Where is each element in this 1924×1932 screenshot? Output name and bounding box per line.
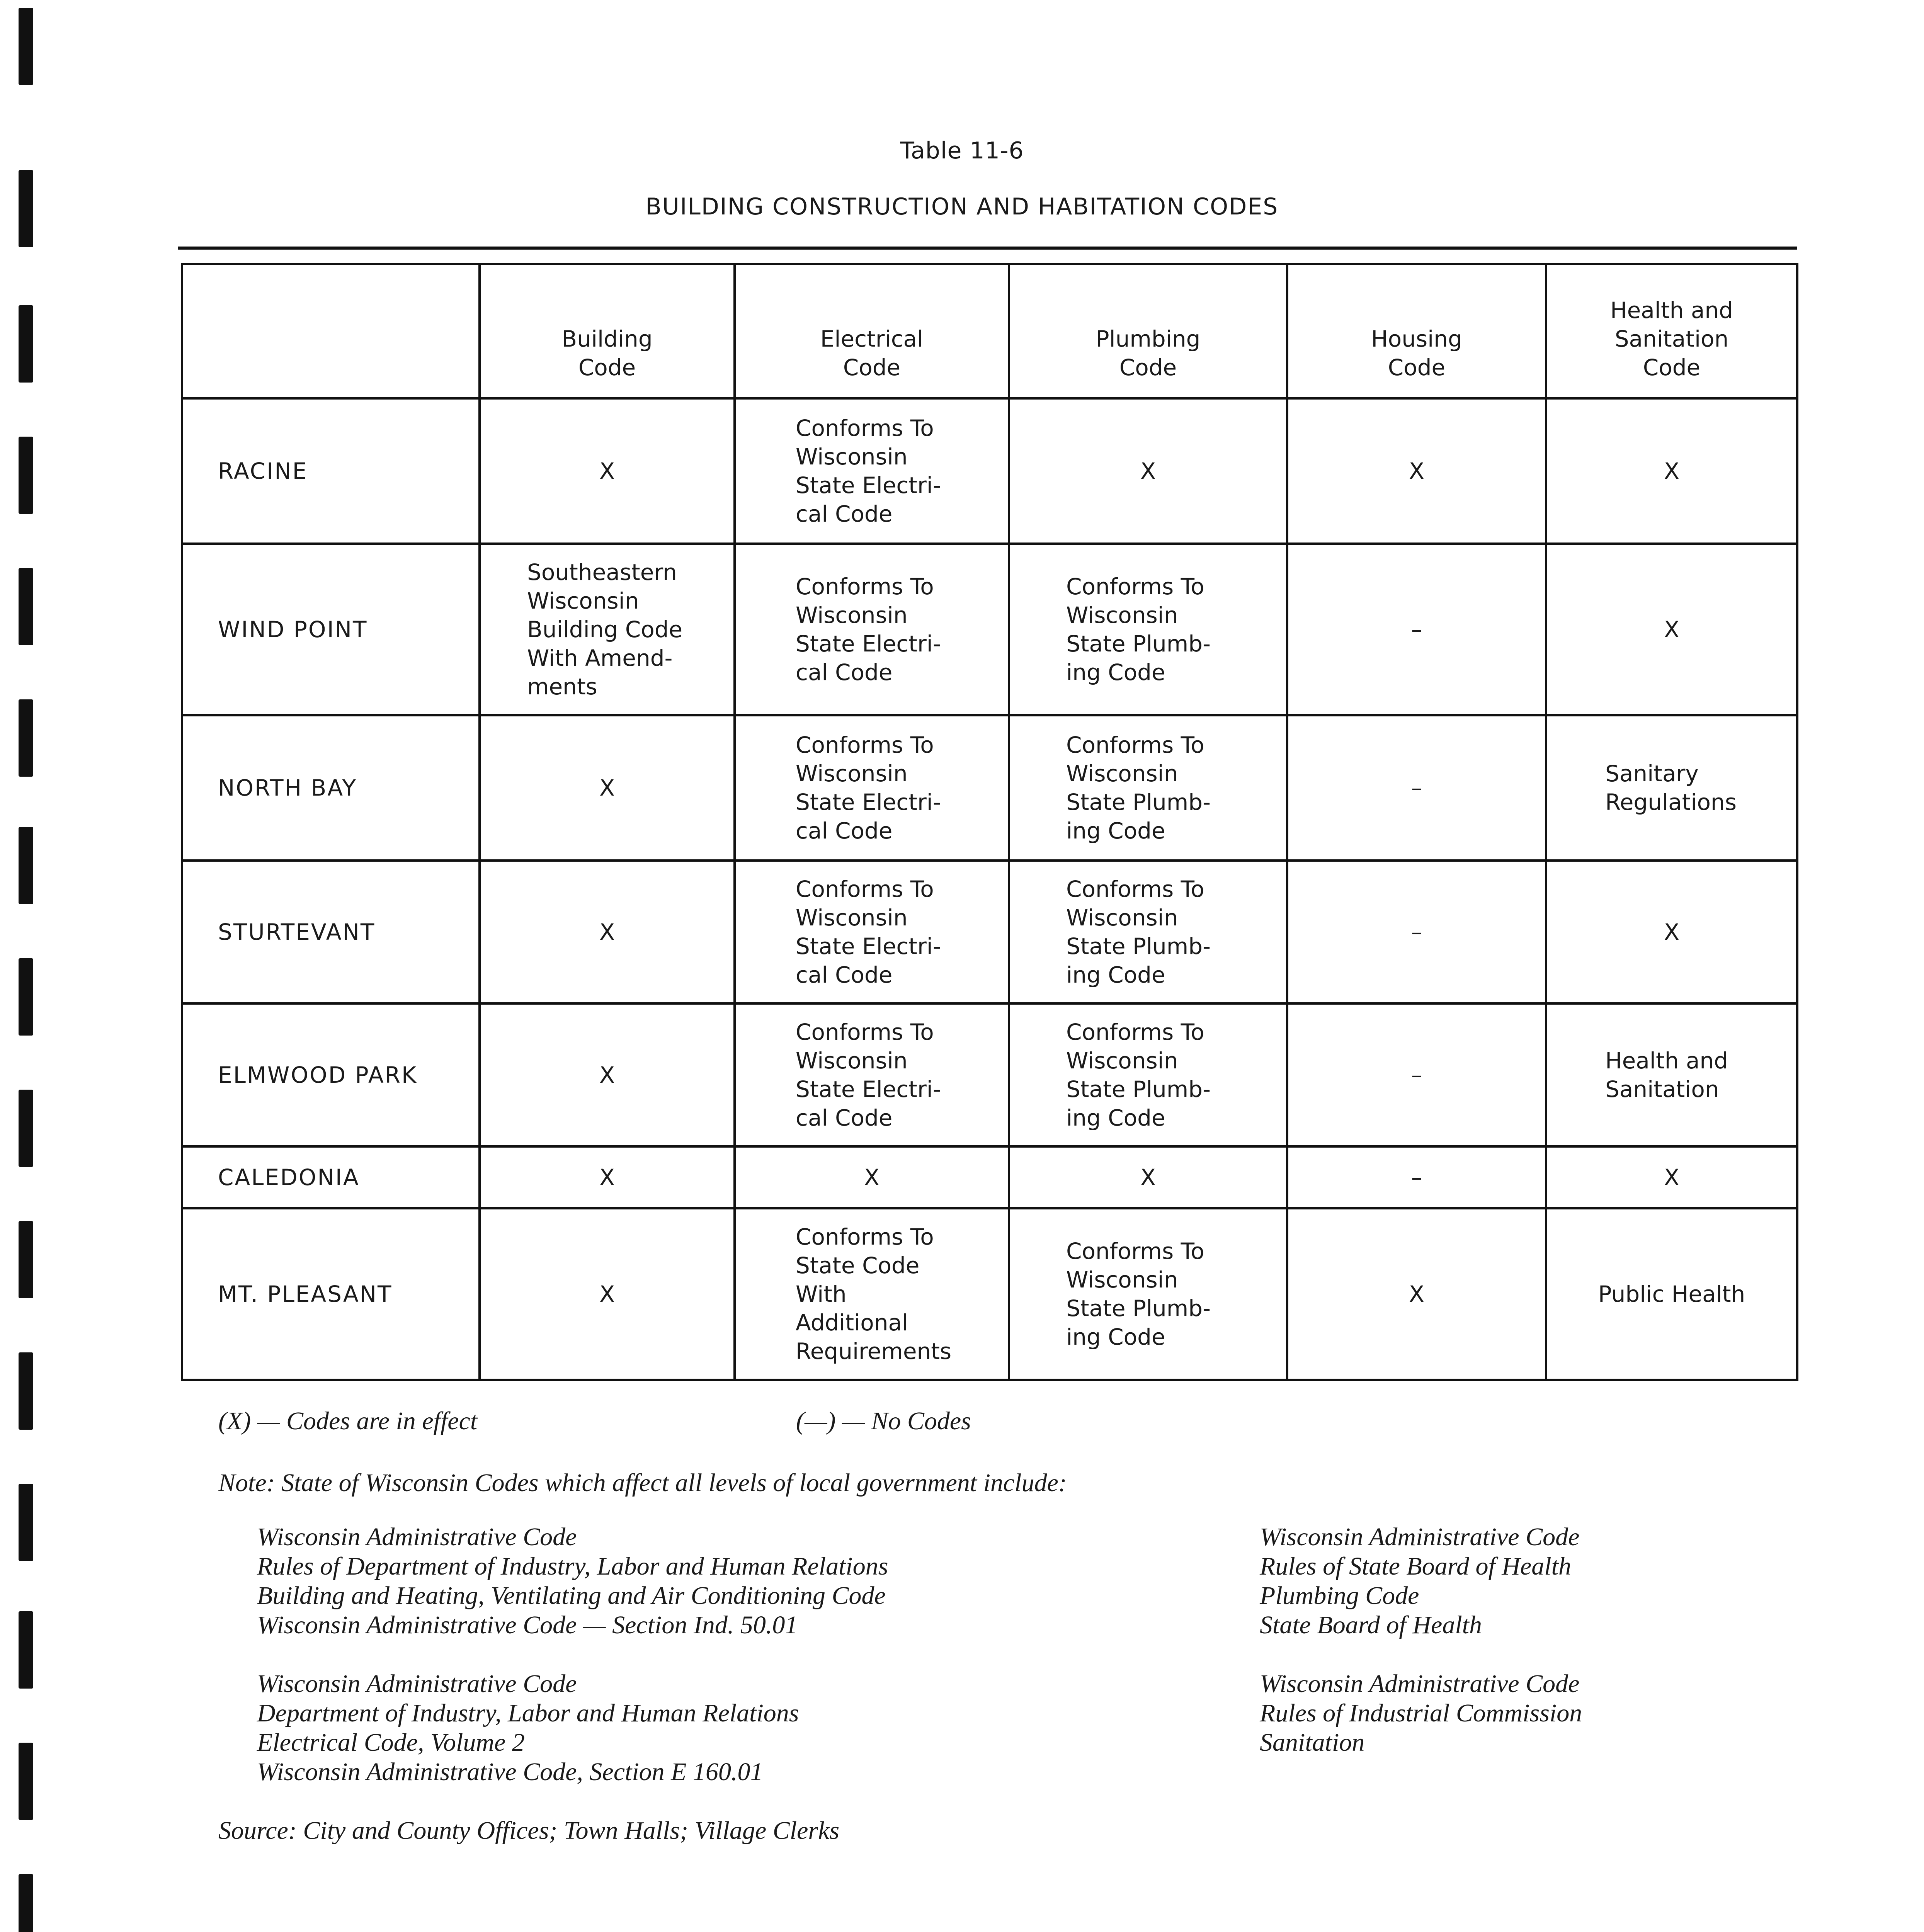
table-cell: Southeastern Wisconsin Building Code With Amend- ments	[480, 544, 735, 715]
note-text: Note: State of Wisconsin Codes which affect all levels of local government include:	[218, 1469, 1067, 1497]
table-title: BUILDING CONSTRUCTION AND HABITATION CODES	[645, 193, 1279, 220]
municipality-cell: MT. PLEASANT	[182, 1208, 480, 1380]
table-number: Table 11-6	[900, 137, 1024, 164]
binding-mark	[19, 1352, 33, 1430]
table-cell: Conforms To Wisconsin State Electri- cal Code	[735, 544, 1009, 715]
municipality-cell: STURTEVANT	[182, 861, 480, 1003]
table-cell: Conforms To Wisconsin State Electri- cal Code	[735, 1003, 1009, 1146]
table-cell: Conforms To Wisconsin State Electri- cal Code	[735, 715, 1009, 861]
table-row	[182, 715, 1797, 861]
binding-mark	[19, 1743, 33, 1820]
header-cell	[182, 264, 480, 398]
code-list-building: Wisconsin Administrative Code Rules of Department of Industry, Labor and Human Relations Building and Heating, Ventilating and Air Conditioning Code Wisconsin Administrative Code — Section Ind. 50.01	[257, 1523, 888, 1639]
municipality-cell: RACINE	[182, 398, 480, 544]
table-cell: X	[1546, 544, 1797, 715]
binding-mark	[19, 568, 33, 645]
table-cell: Conforms To Wisconsin State Electri- cal Code	[735, 398, 1009, 544]
municipality-cell: ELMWOOD PARK	[182, 1003, 480, 1146]
legend-no-codes: (—) — No Codes	[796, 1407, 971, 1435]
binding-mark	[19, 1611, 33, 1689]
table-cell: X	[1546, 861, 1797, 1003]
header-cell: Housing Code	[1287, 264, 1546, 398]
binding-mark	[19, 958, 33, 1036]
binding-mark	[19, 1090, 33, 1167]
source-note: Source: City and County Offices; Town Halls; Village Clerks	[218, 1816, 840, 1845]
table-cell: Conforms To State Code With Additional Requirements	[735, 1208, 1009, 1380]
table-cell: X	[480, 861, 735, 1003]
table-cell: Conforms To Wisconsin State Plumb- ing Code	[1009, 1208, 1287, 1380]
table-row	[182, 398, 1797, 544]
table-cell: X	[480, 1146, 735, 1208]
table-cell: X	[480, 1003, 735, 1146]
table-cell: –	[1287, 544, 1546, 715]
table-cell: X	[735, 1146, 1009, 1208]
table-cell: –	[1287, 861, 1546, 1003]
table-row	[182, 1146, 1797, 1208]
table-row	[182, 861, 1797, 1003]
municipality-cell: CALEDONIA	[182, 1146, 480, 1208]
table-cell: Conforms To Wisconsin State Plumb- ing Code	[1009, 715, 1287, 861]
table-row	[182, 544, 1797, 715]
table-cell: X	[1287, 1208, 1546, 1380]
table-cell: X	[480, 1208, 735, 1380]
table-cell: Sanitary Regulations	[1546, 715, 1797, 861]
table-cell: Conforms To Wisconsin State Plumb- ing Code	[1009, 861, 1287, 1003]
binding-mark	[19, 699, 33, 777]
table-cell: X	[480, 398, 735, 544]
header-cell: Electrical Code	[735, 264, 1009, 398]
legend-codes-in-effect: (X) — Codes are in effect	[218, 1407, 478, 1435]
municipality-cell: WIND POINT	[182, 544, 480, 715]
table-cell: Conforms To Wisconsin State Electri- cal Code	[735, 861, 1009, 1003]
table-cell: X	[480, 715, 735, 861]
table-cell: X	[1546, 398, 1797, 544]
binding-mark	[19, 827, 33, 904]
table-header-row	[182, 264, 1797, 398]
table-row	[182, 1208, 1797, 1380]
binding-mark	[19, 305, 33, 383]
binding-mark	[19, 1484, 33, 1561]
table-cell: X	[1546, 1146, 1797, 1208]
header-cell: Health and Sanitation Code	[1546, 264, 1797, 398]
title-rule	[178, 247, 1797, 250]
binding-mark	[19, 437, 33, 514]
table-cell: Health and Sanitation	[1546, 1003, 1797, 1146]
header-cell: Plumbing Code	[1009, 264, 1287, 398]
code-list-sanitation: Wisconsin Administrative Code Rules of Industrial Commission Sanitation	[1260, 1670, 1582, 1757]
table-cell: –	[1287, 1146, 1546, 1208]
table-cell: X	[1009, 1146, 1287, 1208]
table-cell: X	[1009, 398, 1287, 544]
table-cell: X	[1287, 398, 1546, 544]
code-list-electrical: Wisconsin Administrative Code Department of Industry, Labor and Human Relations Electrical Code, Volume 2 Wisconsin Administrative Code, Section E 160.01	[257, 1670, 799, 1786]
table-cell: Public Health	[1546, 1208, 1797, 1380]
codes-table	[181, 263, 1798, 1381]
binding-mark	[19, 8, 33, 85]
table-cell: –	[1287, 715, 1546, 861]
binding-mark	[19, 1874, 33, 1932]
code-list-plumbing: Wisconsin Administrative Code Rules of State Board of Health Plumbing Code State Board of Health	[1260, 1523, 1580, 1639]
table-row	[182, 1003, 1797, 1146]
municipality-cell: NORTH BAY	[182, 715, 480, 861]
header-cell: Building Code	[480, 264, 735, 398]
binding-mark	[19, 1221, 33, 1298]
table-cell: Conforms To Wisconsin State Plumb- ing Code	[1009, 1003, 1287, 1146]
table-cell: Conforms To Wisconsin State Plumb- ing Code	[1009, 544, 1287, 715]
table-cell: –	[1287, 1003, 1546, 1146]
